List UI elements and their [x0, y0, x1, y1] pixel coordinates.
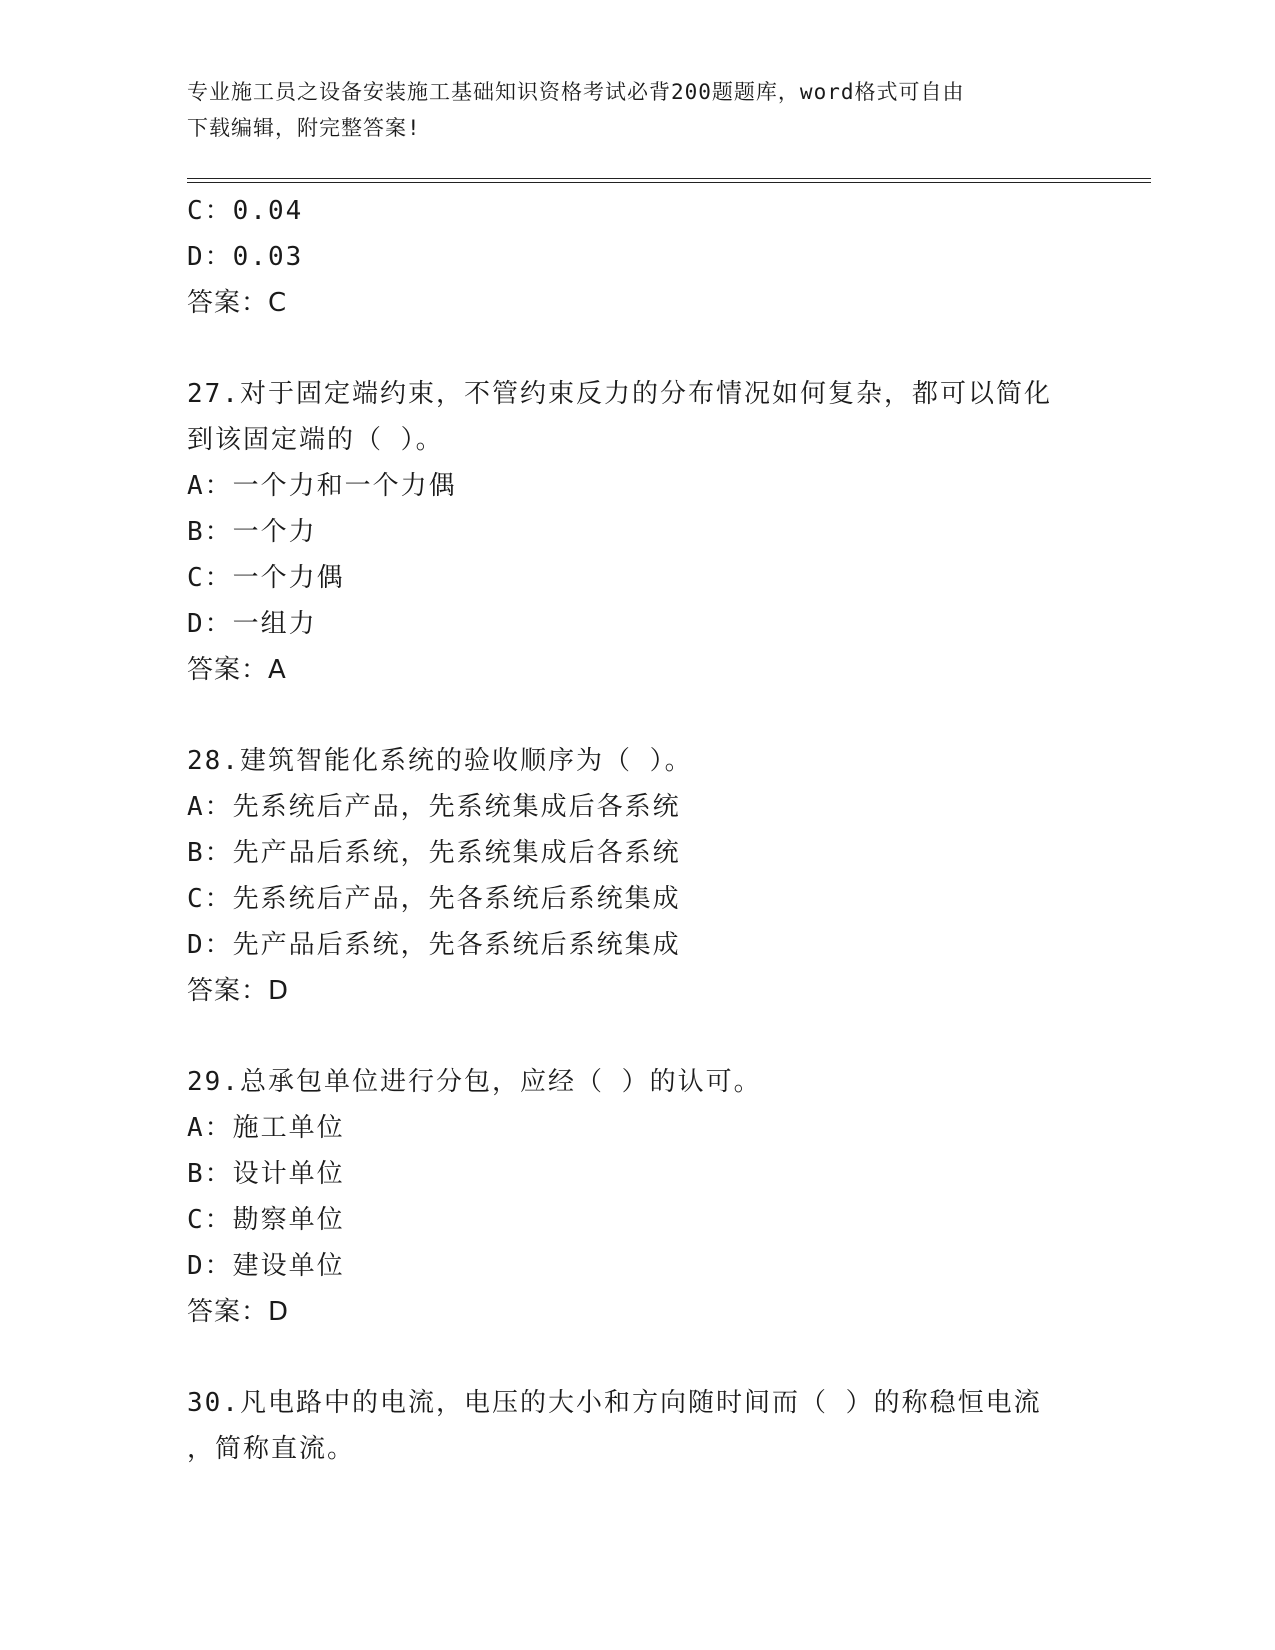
question-stem-line-2: ，简称直流。 [187, 1434, 356, 1464]
question-27 [187, 371, 1087, 693]
option-a: A：施工单位 [187, 1113, 345, 1143]
question-30 [187, 1380, 1087, 1472]
header-title-line-2: 下载编辑，附完整答案! [187, 116, 421, 140]
option-d: D：建设单位 [187, 1251, 345, 1281]
question-26-continued [187, 188, 1087, 326]
answer: 答案：A [187, 655, 287, 685]
question-list [187, 188, 1087, 1472]
option-c: C：0.04 [187, 196, 304, 226]
option-a: A：一个力和一个力偶 [187, 471, 457, 501]
question-28 [187, 738, 1087, 1014]
option-b: B：设计单位 [187, 1159, 345, 1189]
option-d: D：一组力 [187, 609, 317, 639]
question-stem-line-1: 30.凡电路中的电流，电压的大小和方向随时间而（ ）的称稳恒电流 [187, 1388, 1042, 1418]
option-a: A：先系统后产品，先系统集成后各系统 [187, 792, 681, 822]
option-c: C：先系统后产品，先各系统后系统集成 [187, 884, 681, 914]
option-b: B：先产品后系统，先系统集成后各系统 [187, 838, 681, 868]
document-header [187, 74, 1067, 146]
option-c: C：一个力偶 [187, 563, 345, 593]
option-d: D：先产品后系统，先各系统后系统集成 [187, 930, 681, 960]
question-stem-line-2: 到该固定端的（ ）。 [187, 425, 444, 455]
option-d: D：0.03 [187, 242, 304, 272]
header-divider-top [187, 178, 1151, 179]
question-stem-line-1: 29.总承包单位进行分包，应经（ ）的认可。 [187, 1067, 762, 1097]
header-title-line-1: 专业施工员之设备安装施工基础知识资格考试必背200题题库，word格式可自由 [187, 80, 965, 104]
option-c: C：勘察单位 [187, 1205, 345, 1235]
header-divider-bottom [187, 182, 1151, 183]
question-29 [187, 1059, 1087, 1335]
answer: 答案：D [187, 976, 290, 1006]
answer: 答案：C [187, 288, 288, 318]
answer: 答案：D [187, 1297, 290, 1327]
question-stem-line-1: 27.对于固定端约束，不管约束反力的分布情况如何复杂，都可以简化 [187, 379, 1052, 409]
question-stem-line-1: 28.建筑智能化系统的验收顺序为（ ）。 [187, 746, 693, 776]
option-b: B：一个力 [187, 517, 317, 547]
